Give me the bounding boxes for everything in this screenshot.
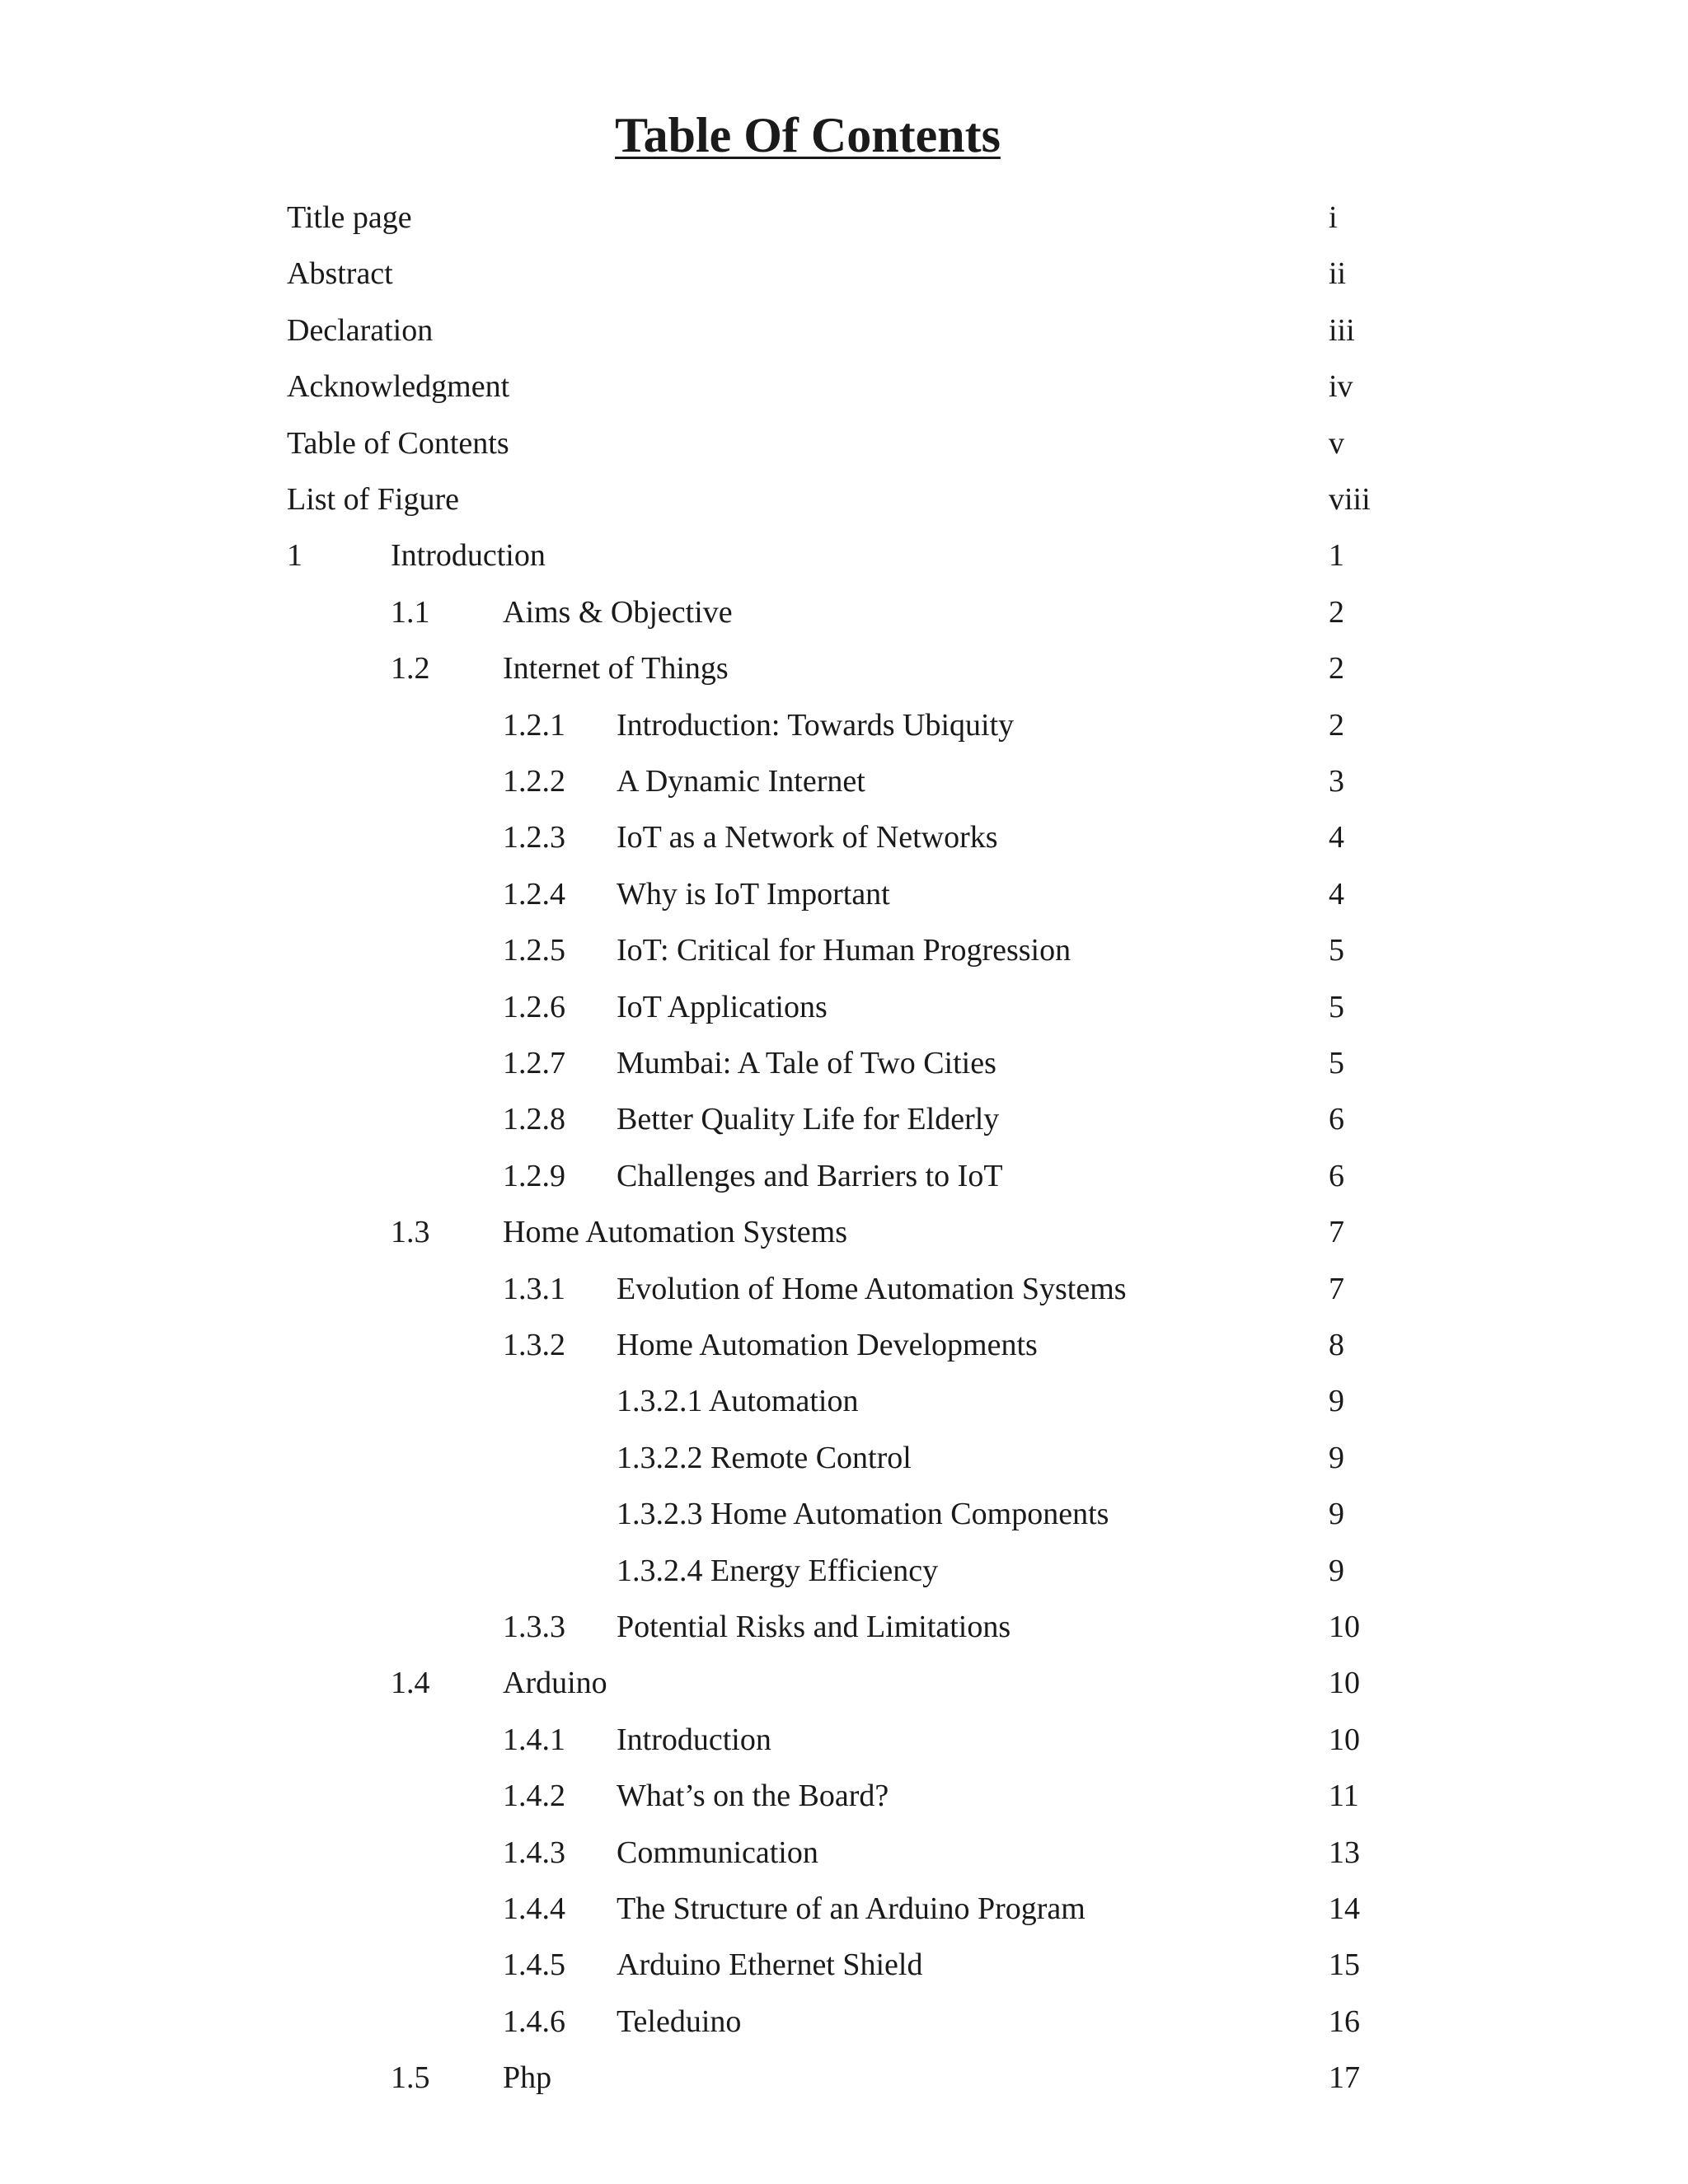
toc-entry bbox=[0, 190, 1688, 246]
toc-entry-label: A Dynamic Internet bbox=[617, 764, 865, 799]
toc-entry-page-number: 4 bbox=[1329, 820, 1344, 855]
toc-entry-page-number: 6 bbox=[1329, 1158, 1344, 1193]
toc-entry-number: 1.4.1 bbox=[503, 1722, 565, 1757]
toc-entry bbox=[0, 753, 1688, 809]
toc-entry-page-number: 16 bbox=[1329, 2004, 1360, 2039]
toc-entry-label: What’s on the Board? bbox=[617, 1779, 889, 1814]
toc-entry-number: 1.4.4 bbox=[503, 1891, 565, 1926]
toc-entry-label: Internet of Things bbox=[503, 651, 729, 687]
toc-entry-label: Arduino bbox=[503, 1666, 607, 1701]
toc-entry-label: Evolution of Home Automation Systems bbox=[617, 1271, 1127, 1306]
toc-entry-page-number: 3 bbox=[1329, 764, 1344, 799]
toc-entry-page-number: 10 bbox=[1329, 1610, 1360, 1644]
toc-entry bbox=[0, 1261, 1688, 1317]
toc-entry bbox=[0, 1148, 1688, 1204]
toc-entry-page-number: 6 bbox=[1329, 1102, 1344, 1137]
toc-entry bbox=[0, 1204, 1688, 1260]
toc-entry-number: 1.2.1 bbox=[503, 707, 565, 743]
toc-entry bbox=[0, 359, 1688, 415]
toc-entry-page-number: 15 bbox=[1329, 1947, 1360, 1983]
toc-entry-page-number: 5 bbox=[1329, 933, 1344, 968]
toc-entry-label: List of Figure bbox=[287, 482, 459, 517]
toc-entry-page-number: iii bbox=[1329, 312, 1355, 348]
toc-entry bbox=[0, 302, 1688, 359]
toc-entry bbox=[0, 697, 1688, 753]
toc-entry-number: 1.3.1 bbox=[503, 1271, 565, 1306]
toc-entry bbox=[0, 415, 1688, 471]
toc-entry-label: IoT as a Network of Networks bbox=[617, 820, 998, 855]
toc-entry-number: 1.2.7 bbox=[503, 1046, 565, 1080]
toc-entry-page-number: 10 bbox=[1329, 1722, 1360, 1757]
toc-entry-label: Better Quality Life for Elderly bbox=[617, 1102, 1000, 1137]
toc-entry-page-number: 5 bbox=[1329, 989, 1344, 1024]
toc-entry-page-number: 9 bbox=[1329, 1384, 1344, 1419]
toc-entry-number: 1.3.3 bbox=[503, 1610, 565, 1644]
toc-entry bbox=[0, 584, 1688, 640]
toc-entry bbox=[0, 1373, 1688, 1429]
toc-entry bbox=[0, 1825, 1688, 1881]
toc-entry-label: Title page bbox=[287, 200, 412, 235]
toc-entry-label: Acknowledgment bbox=[287, 369, 510, 405]
toc-entry-number: 1.4.3 bbox=[503, 1835, 565, 1870]
toc-entry-number: 1.2.9 bbox=[503, 1158, 565, 1193]
toc-entry bbox=[0, 1486, 1688, 1542]
toc-entry bbox=[0, 1430, 1688, 1486]
toc-entry bbox=[0, 2050, 1688, 2106]
toc-entry-label: Communication bbox=[617, 1835, 818, 1870]
toc-entry bbox=[0, 1035, 1688, 1091]
toc-entry-page-number: i bbox=[1329, 200, 1338, 235]
toc-entry-label: Potential Risks and Limitations bbox=[617, 1610, 1011, 1644]
toc-entry-label: Why is IoT Important bbox=[617, 876, 890, 912]
toc-entry-page-number: 9 bbox=[1329, 1553, 1344, 1588]
toc-entry-page-number: 14 bbox=[1329, 1891, 1360, 1926]
toc-entry-page-number: 13 bbox=[1329, 1835, 1360, 1870]
toc-entry-label: Arduino Ethernet Shield bbox=[617, 1947, 923, 1983]
toc-entry-number: 1.2.8 bbox=[503, 1102, 565, 1137]
toc-entry-label: Mumbai: A Tale of Two Cities bbox=[617, 1046, 996, 1080]
toc-entry-page-number: 17 bbox=[1329, 2060, 1360, 2096]
toc-entry bbox=[0, 1317, 1688, 1373]
toc-entry-label: Introduction: Towards Ubiquity bbox=[617, 707, 1015, 743]
toc-entry-number: 1.2 bbox=[391, 651, 430, 687]
toc-entry-number: 1 bbox=[287, 538, 302, 574]
toc-entry-page-number: ii bbox=[1329, 256, 1347, 292]
page-title: Table Of Contents bbox=[615, 108, 1001, 162]
toc-entry-label: 1.3.2.2 Remote Control bbox=[617, 1440, 912, 1475]
toc-entry-number: 1.2.2 bbox=[503, 764, 565, 799]
toc-entry bbox=[0, 866, 1688, 922]
toc-entry bbox=[0, 1881, 1688, 1937]
toc-entry-label: Table of Contents bbox=[287, 425, 509, 461]
toc-entry-label: 1.3.2.1 Automation bbox=[617, 1384, 859, 1419]
toc-entry bbox=[0, 1655, 1688, 1711]
toc-entry-page-number: 10 bbox=[1329, 1666, 1360, 1701]
toc-entry-label: Challenges and Barriers to IoT bbox=[617, 1158, 1003, 1193]
toc-entry bbox=[0, 979, 1688, 1035]
toc-entry bbox=[0, 640, 1688, 696]
toc-entry-number: 1.4.2 bbox=[503, 1779, 565, 1814]
toc-entry-label: Declaration bbox=[287, 312, 434, 348]
toc-entry-page-number: 7 bbox=[1329, 1215, 1344, 1250]
toc-entry-number: 1.2.3 bbox=[503, 820, 565, 855]
toc-entry bbox=[0, 527, 1688, 583]
toc-entry-page-number: 9 bbox=[1329, 1497, 1344, 1532]
toc-entry-label: IoT: Critical for Human Progression bbox=[617, 933, 1071, 968]
toc-entry bbox=[0, 922, 1688, 978]
toc-entry-page-number: 4 bbox=[1329, 876, 1344, 912]
toc-entry-number: 1.2.5 bbox=[503, 933, 565, 968]
toc-entry-label: Php bbox=[503, 2060, 552, 2096]
toc-entry-label: Home Automation Systems bbox=[503, 1215, 847, 1250]
toc-entry-label: The Structure of an Arduino Program bbox=[617, 1891, 1085, 1926]
toc-entry-page-number: 8 bbox=[1329, 1328, 1344, 1362]
toc-entry bbox=[0, 1768, 1688, 1824]
toc-entry-number: 1.2.4 bbox=[503, 876, 565, 912]
toc-entry-page-number: 2 bbox=[1329, 594, 1344, 630]
toc-entry-page-number: 7 bbox=[1329, 1271, 1344, 1306]
toc-entry-label: Home Automation Developments bbox=[617, 1328, 1038, 1362]
toc-entry-number: 1.4 bbox=[391, 1666, 430, 1701]
toc-entry-page-number: 2 bbox=[1329, 707, 1344, 743]
toc-entry-label: Introduction bbox=[617, 1722, 771, 1757]
toc-entry bbox=[0, 1091, 1688, 1147]
toc-entry-label: Abstract bbox=[287, 256, 393, 292]
toc-entry bbox=[0, 1543, 1688, 1599]
toc-entry bbox=[0, 809, 1688, 865]
toc-entry-number: 1.2.6 bbox=[503, 989, 565, 1024]
toc-entry-number: 1.3 bbox=[391, 1215, 430, 1250]
toc-entry-label: 1.3.2.3 Home Automation Components bbox=[617, 1497, 1109, 1532]
toc-entry bbox=[0, 471, 1688, 527]
toc-entry-page-number: 9 bbox=[1329, 1440, 1344, 1475]
toc-entry bbox=[0, 1712, 1688, 1768]
toc-entry bbox=[0, 246, 1688, 302]
toc-entry-number: 1.4.6 bbox=[503, 2004, 565, 2039]
toc-entry-page-number: 5 bbox=[1329, 1046, 1344, 1080]
toc-entry-label: Aims & Objective bbox=[503, 594, 733, 630]
toc-entry-page-number: viii bbox=[1329, 482, 1371, 517]
toc-entry-label: Teleduino bbox=[617, 2004, 742, 2039]
toc-entry-number: 1.4.5 bbox=[503, 1947, 565, 1983]
toc-entry-page-number: 1 bbox=[1329, 538, 1344, 574]
toc-entry-page-number: 2 bbox=[1329, 651, 1344, 687]
toc-entry-page-number: iv bbox=[1329, 369, 1353, 405]
toc-entry-page-number: 11 bbox=[1329, 1779, 1359, 1814]
toc-entry bbox=[0, 1937, 1688, 1993]
toc-entry-label: IoT Applications bbox=[617, 989, 828, 1024]
toc-entry-number: 1.3.2 bbox=[503, 1328, 565, 1362]
toc-entry-label: 1.3.2.4 Energy Efficiency bbox=[617, 1553, 939, 1588]
toc-entry bbox=[0, 1994, 1688, 2050]
toc-entry bbox=[0, 1599, 1688, 1655]
toc-entry-number: 1.5 bbox=[391, 2060, 430, 2096]
toc-entry-page-number: v bbox=[1329, 425, 1344, 461]
toc-entry-number: 1.1 bbox=[391, 594, 430, 630]
toc-entry-label: Introduction bbox=[391, 538, 546, 574]
